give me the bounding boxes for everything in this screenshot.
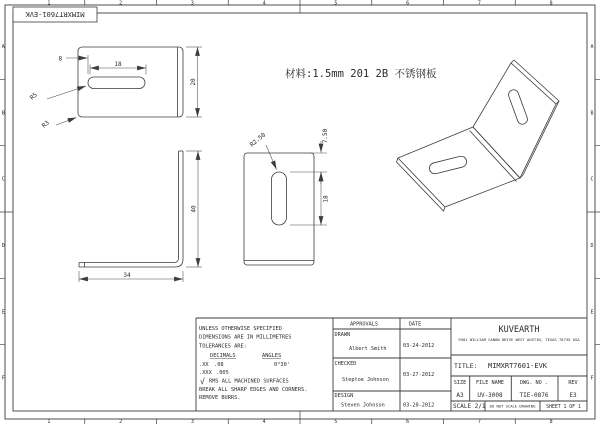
approval-name: Steptoe Johnson	[342, 377, 389, 383]
zone-col-label: 5	[334, 0, 338, 7]
file-value: UV-3008	[477, 392, 503, 399]
zone-col-label: 3	[190, 419, 194, 424]
dwg-value: TIE-0876	[519, 392, 549, 399]
dim-slot-length: 18	[114, 61, 122, 68]
dim-slot-radius: R5	[28, 91, 39, 102]
date-header: DATE	[408, 321, 422, 328]
note-line: TOLERANCES ARE:	[199, 343, 247, 350]
isometric-view	[397, 60, 560, 211]
zone-row-label: D	[590, 243, 594, 249]
dim-slot-offset: 7.50	[322, 128, 329, 144]
iso-bend-line	[470, 131, 517, 182]
zone-col-label: 6	[406, 419, 410, 424]
title-label: TITLE:	[454, 362, 478, 370]
rev-label: REV	[568, 380, 578, 386]
zone-col-label: 3	[190, 0, 194, 7]
note-col-angles: ANGLES	[262, 353, 282, 359]
zone-col-label: 4	[262, 419, 266, 424]
zone-row-label: E	[590, 309, 594, 316]
zone-row-label: B	[590, 110, 594, 117]
dim-height: 40	[190, 205, 198, 213]
surface-finish-icon: √	[200, 377, 205, 386]
slot-outline	[88, 77, 145, 89]
approval-date: 03-27-2012	[403, 372, 435, 378]
note-tol-xx-value: .08	[214, 362, 224, 368]
dim-slot-radius: R2.50	[248, 131, 268, 149]
zone-row-label: A	[590, 44, 594, 50]
note-line: BREAK ALL SHARP EDGES AND CORNERS.	[199, 386, 308, 393]
note-tol-xx: .XX	[199, 362, 209, 368]
zone-row-label: F	[590, 375, 594, 382]
company-address: 9501 WILLIAM CANON DRIVE WEST AUSTIN, TEXAS 78735 USA	[458, 337, 580, 342]
dim-edge-offset: 8	[58, 55, 63, 63]
notes-block	[199, 326, 307, 401]
zone-col-label: 5	[334, 419, 338, 424]
zone-col-label: 2	[119, 419, 123, 424]
no-scale-note: DO NOT SCALE DRAWING	[489, 403, 536, 409]
corner-stamp-text: MIMXRT7601-EVK	[25, 10, 85, 18]
zone-col-label: 1	[47, 419, 51, 424]
approval-role: CHECKED	[334, 361, 357, 367]
note-finish: RMS ALL MACHINED SURFACES	[209, 378, 289, 385]
zone-col-label: 8	[549, 0, 553, 7]
note-line: DIMENSIONS ARE IN MILLIMETRES	[199, 334, 292, 341]
zone-col-label: 2	[119, 0, 123, 7]
zone-col-label: 7	[477, 0, 481, 7]
iso-vertical-flange	[473, 63, 556, 178]
zone-col-label: 7	[477, 419, 481, 424]
note-line: REMOVE BURRS.	[199, 394, 241, 401]
zone-row-label: C	[1, 176, 5, 183]
dwg-label: DWG. NO .	[519, 380, 549, 386]
approval-role: DRAWN	[334, 332, 351, 338]
slot-outline	[272, 172, 287, 225]
iso-slot-vertical	[507, 88, 529, 125]
dim-width: 20	[190, 78, 197, 86]
dim-slot-length: 18	[322, 195, 330, 203]
approval-role: DESIGN	[334, 393, 354, 399]
note-line: UNLESS OTHERWISE SPECIFIED	[199, 326, 282, 332]
material-note: 材料:1.5mm 201 2B 不锈钢板	[285, 68, 437, 80]
zone-row-label: A	[1, 44, 5, 50]
zone-col-label: 1	[47, 0, 51, 7]
approvals-table	[335, 322, 435, 409]
note-tol-angle: 0°30'	[274, 362, 290, 368]
size-label: SIZE	[453, 380, 467, 386]
zone-col-label: 8	[549, 419, 553, 424]
zone-row-label: C	[590, 176, 594, 183]
dim-corner-radius: R3	[40, 119, 51, 130]
note-tol-xxx: .XXX	[199, 370, 212, 376]
zone-row-label: E	[1, 309, 5, 316]
approval-name: Steven Johnson	[341, 402, 385, 409]
note-tol-xxx-value: .005	[216, 370, 229, 376]
approval-name: Albert Smith	[349, 346, 387, 352]
drawing-title: MIMXRT7601-EVK	[488, 362, 548, 370]
approvals-header: APPROVALS	[349, 321, 379, 328]
approval-date: 03-20-2012	[403, 402, 435, 409]
rev-value: E3	[569, 392, 577, 399]
corner-stamp	[13, 7, 97, 22]
iso-bottom-flange	[398, 127, 520, 207]
scale-value: SCALE 2/1	[453, 403, 486, 410]
iso-slot-bottom	[428, 155, 468, 175]
approval-date: 03-24-2012	[403, 343, 435, 349]
file-label: FILE NAME	[475, 380, 505, 386]
zone-col-label: 6	[406, 0, 410, 7]
zone-row-label: B	[1, 110, 5, 117]
top-view	[29, 47, 202, 130]
zone-row-label: F	[1, 375, 5, 382]
front-flange-view	[244, 128, 330, 265]
zone-labels	[2, 0, 594, 424]
zone-col-label: 4	[262, 0, 266, 7]
zone-row-label: D	[1, 243, 5, 249]
dim-length: 34	[123, 272, 131, 279]
size-value: A3	[456, 392, 464, 399]
title-block	[453, 325, 581, 410]
company-name: KUVEARTH	[498, 325, 540, 335]
profile-view	[79, 151, 202, 282]
note-col-decimals: DECIMALS	[210, 353, 236, 359]
sheet-info: SHEET 1 OF 1	[546, 405, 581, 410]
